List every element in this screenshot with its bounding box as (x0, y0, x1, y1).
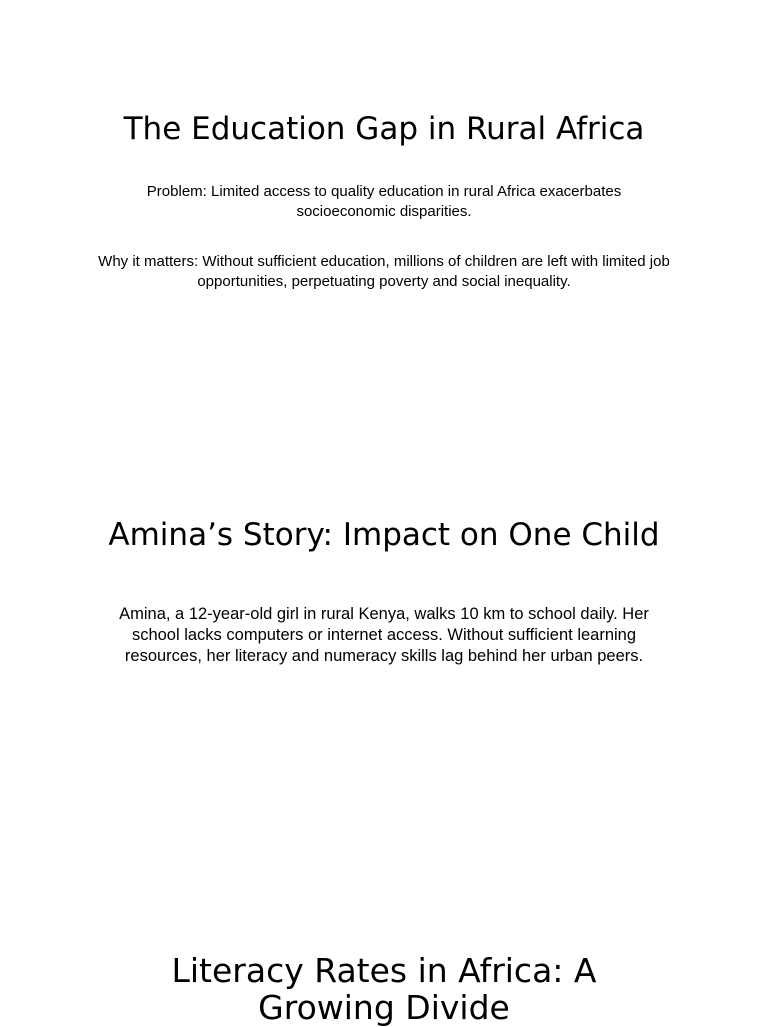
slide-title-literacy-rates: Literacy Rates in Africa: A Growing Divide (171, 951, 597, 1027)
problem-statement: Problem: Limited access to quality education in rural Africa exacerbates socioeconomic disparities. (146, 183, 622, 220)
slide-title-education-gap: The Education Gap in Rural Africa (123, 111, 645, 147)
amina-story-text: Amina, a 12-year-old girl in rural Kenya, walks 10 km to school daily. Her school lacks computers or internet access. Without sufficient learning resources, her literacy and numeracy skills lag behind her urban peers. (119, 605, 649, 665)
why-it-matters-statement: Why it matters: Without sufficient education, millions of children are left with limited job opportunities, perpetuating poverty and social inequality. (98, 253, 670, 290)
slide-title-aminas-story: Amina’s Story: Impact on One Child (108, 517, 660, 553)
